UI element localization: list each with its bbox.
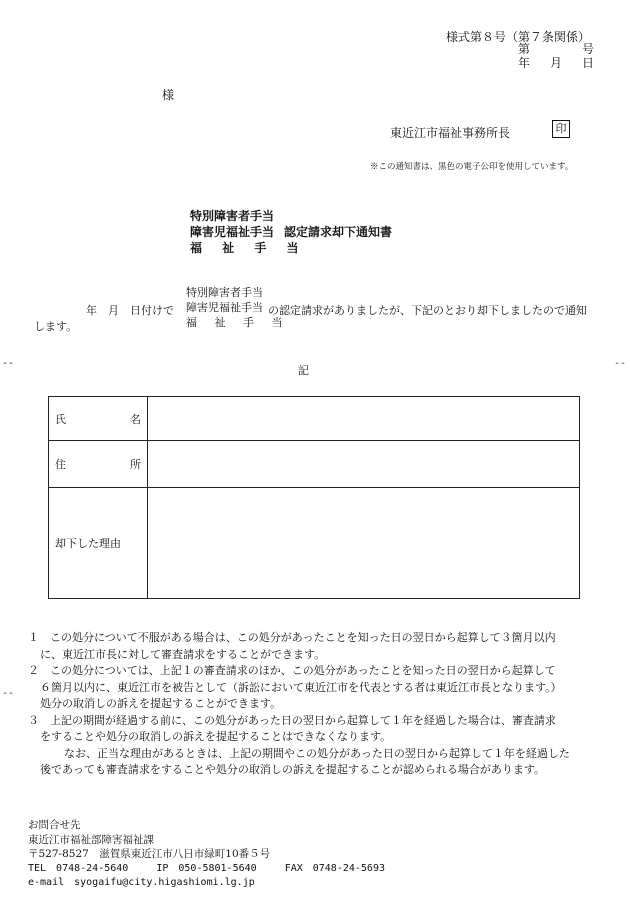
table-row-address (49, 441, 580, 488)
intro-date-prefix: 年 月 日付けで (86, 304, 174, 317)
ki-heading: 記 (298, 364, 309, 377)
intro-list-item-3: 福 祉 手 当 (186, 316, 290, 329)
intro-tail: します。 (34, 320, 78, 333)
form-number: 様式第８号（第７条関係） (445, 30, 590, 44)
info-table (48, 396, 580, 599)
note-1-line-2: に、東近江市長に対して審査請求をすることができます。 (40, 647, 326, 661)
table-row-name (49, 397, 580, 441)
note-3-line-1: ３ 上記の期間が経過する前に、この処分があった日の翌日から起算して１年を経過した場合は、審査請求 (28, 713, 556, 727)
note-2-line-3: 処分の取消しの訴えを提起することができます。 (40, 697, 282, 710)
note-3-line-3: なお、正当な理由があるときは、上記の期間やこの処分があった日の翌日から起算して１年を経過した (64, 746, 570, 760)
contact-department: 東近江市福祉部障害福祉課 (28, 833, 154, 846)
note-3-line-2: をすることや処分の取消しの訴えを提起することはできなくなります。 (40, 730, 392, 743)
note-1-line-1: １ この処分について不服がある場合は、この処分があったことを知った日の翌日から起算して３箇月以内 (28, 631, 556, 644)
address-label-cell (49, 441, 148, 488)
sender-office: 東近江市福祉事務所長 (390, 126, 511, 140)
date-row (504, 56, 594, 70)
address-label-b: 所 (130, 458, 141, 471)
title-line-2-suffix: 認定請求却下通知書 (284, 225, 393, 239)
name-label-b: 名 (130, 412, 141, 426)
name-label-cell (49, 397, 148, 441)
number-prefix: 第 (518, 42, 531, 56)
table-row-reason (49, 488, 580, 599)
seal-note: ※この通知書は、黒色の電子公印を使用しています。 (370, 162, 574, 172)
title-line-2-label: 障害児福祉手当 (190, 225, 275, 239)
contact-heading: お問合せ先 (28, 819, 81, 831)
fold-mark-left: -- (2, 358, 15, 369)
document-number-date (504, 42, 594, 70)
contact-ip: IP 050-5801-5640 (156, 862, 257, 874)
date-day: 日 (581, 56, 594, 70)
contact-email[interactable]: e-mail syogaifu@city.higashiomi.lg.jp (28, 877, 255, 888)
name-label (55, 411, 141, 427)
addressee-honorific: 様 (162, 88, 175, 102)
date-year: 年 (518, 56, 531, 70)
title-line-3: 福 祉 手 当 (190, 241, 307, 255)
document-number-row (504, 42, 594, 56)
reason-label: 却下した理由 (55, 537, 121, 550)
fold-mark-left-lower: -- (2, 688, 15, 699)
address-label (55, 456, 141, 472)
reason-label-cell (49, 488, 148, 599)
contact-address: 〒527-8527 滋賀県東近江市八日市緑町10番５号 (28, 848, 271, 860)
note-2-line-2: ６箇月以内に、東近江市を被告として（訴訟において東近江市を代表とする者は東近江市長となります。） (40, 680, 562, 694)
reason-value-cell[interactable] (148, 488, 580, 599)
date-month: 月 (549, 56, 562, 70)
name-value-cell[interactable] (148, 397, 580, 441)
intro-list-item-1: 特別障害者手当 (186, 286, 263, 299)
intro-body: の認定請求がありましたが、下記のとおり却下しましたので通知 (268, 304, 587, 317)
document-title (190, 208, 392, 256)
contact-phone-line (28, 862, 385, 877)
appeal-notes (28, 630, 608, 779)
note-3-line-4: 後であっても審査請求をすることや処分の取消しの訴えを提起することが認められる場合があります。 (40, 763, 546, 776)
name-label-a: 氏 (55, 412, 66, 426)
address-value-cell[interactable] (148, 441, 580, 488)
fold-mark-right: -- (614, 358, 627, 369)
title-line-2 (190, 224, 392, 240)
contact-block (28, 818, 385, 891)
intro-list-item-2: 障害児福祉手当 (186, 301, 263, 314)
title-line-1: 特別障害者手当 (190, 209, 275, 223)
contact-fax: FAX 0748-24-5693 (284, 862, 385, 874)
note-2-line-1: ２ この処分については、上記１の審査請求のほか、この処分があったことを知った日の翌日から起算して (28, 664, 556, 677)
seal-stamp: 印 (552, 120, 570, 138)
number-suffix: 号 (581, 42, 594, 56)
contact-tel: TEL 0748-24-5640 (28, 862, 129, 874)
address-label-a: 住 (55, 458, 66, 471)
